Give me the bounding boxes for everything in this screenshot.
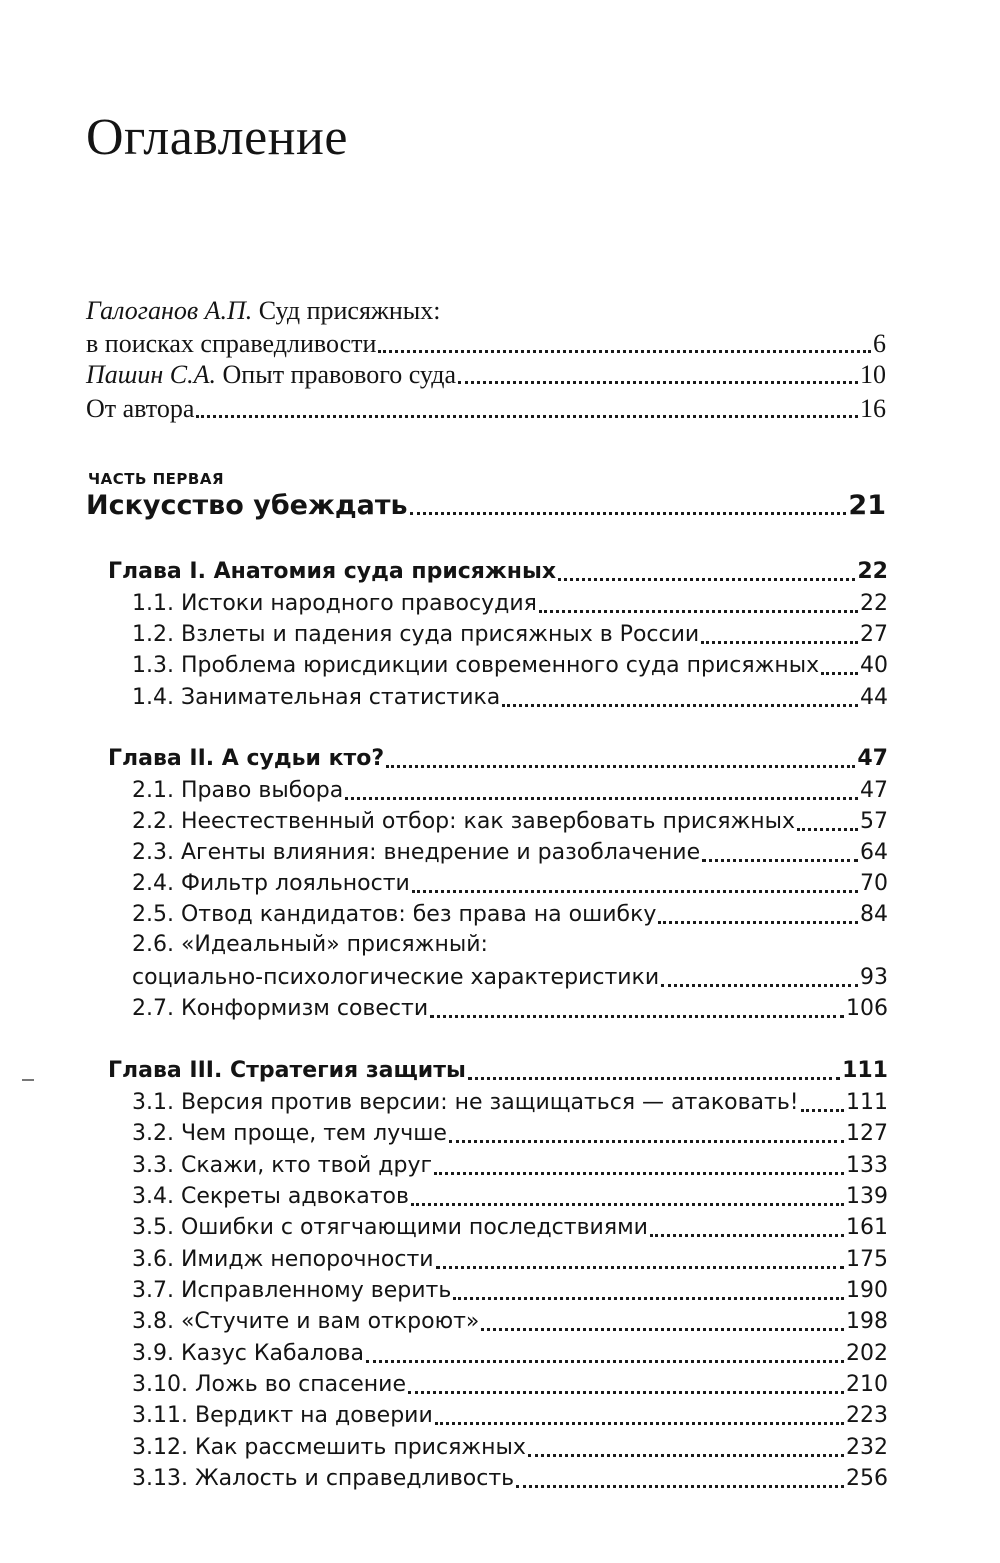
entry-page: 111	[842, 1058, 888, 1083]
entry-page: 106	[846, 996, 888, 1021]
entry-page: 190	[846, 1278, 888, 1303]
entry-page: 161	[846, 1215, 888, 1240]
leader-dots	[196, 405, 858, 418]
entry-page: 175	[846, 1247, 888, 1272]
toc-entry-section[interactable]	[132, 774, 888, 806]
toc-entry-foreword-1-line1[interactable]	[86, 296, 440, 326]
leader-dots	[701, 631, 858, 644]
leader-dots	[516, 1475, 844, 1488]
entry-page: 210	[846, 1372, 888, 1397]
leader-dots	[435, 1412, 844, 1425]
entry-page: 133	[846, 1153, 888, 1178]
entry-title: в поисках справедливости	[86, 329, 377, 358]
toc-entry-section[interactable]	[132, 867, 888, 899]
leader-dots	[502, 694, 858, 707]
section-title: 2.4. Фильтр лояльности	[132, 871, 410, 896]
entry-page: 22	[857, 559, 888, 584]
entry-author: Галоганов А.П.	[86, 296, 253, 325]
toc-entry-chapter-2[interactable]	[108, 742, 888, 774]
section-title: 2.1. Право выбора	[132, 778, 344, 803]
toc-entry-foreword-2[interactable]	[86, 358, 886, 390]
entry-title: Опыт правового суда	[216, 360, 457, 389]
toc-entry-part-1[interactable]	[86, 489, 886, 521]
section-title: 3.7. Исправленному верить	[132, 1278, 452, 1303]
leader-dots	[345, 787, 858, 800]
entry-page: 40	[860, 653, 888, 678]
section-title: 3.9. Казус Кабалова	[132, 1341, 364, 1366]
entry-page: 47	[857, 746, 888, 771]
leader-dots	[821, 662, 858, 675]
entry-page: 84	[860, 902, 888, 927]
toc-entry-section[interactable]	[132, 805, 888, 837]
leader-dots	[650, 1224, 844, 1237]
toc-entry-section[interactable]	[132, 1431, 888, 1463]
entry-page: 127	[846, 1121, 888, 1146]
entry-title-wrap	[86, 360, 456, 390]
leader-dots	[453, 1287, 844, 1300]
section-title: 1.4. Занимательная статистика	[132, 685, 501, 710]
toc-entry-section[interactable]	[132, 1211, 888, 1243]
leader-dots	[449, 1130, 844, 1143]
margin-mark	[22, 1079, 34, 1081]
toc-entry-author-preface[interactable]	[86, 392, 886, 424]
toc-entry-section[interactable]	[132, 1243, 888, 1275]
section-title: 2.3. Агенты влияния: внедрение и разоблачение	[132, 840, 701, 865]
section-title: 3.5. Ошибки с отягчающими последствиями	[132, 1215, 648, 1240]
entry-page: 139	[846, 1184, 888, 1209]
toc-entry-section[interactable]	[132, 649, 888, 681]
section-title: 3.12. Как рассмешить присяжных	[132, 1435, 526, 1460]
leader-dots	[702, 849, 858, 862]
toc-entry-section[interactable]	[132, 1399, 888, 1431]
toc-entry-section[interactable]	[132, 1117, 888, 1149]
section-title: 3.3. Скажи, кто твой друг	[132, 1153, 433, 1178]
entry-page: 223	[846, 1403, 888, 1428]
section-title: социально-психологические характеристики	[132, 965, 660, 990]
toc-entry-section[interactable]	[132, 1337, 888, 1369]
leader-dots	[386, 755, 855, 768]
toc-entry-section[interactable]	[132, 618, 888, 650]
toc-entry-section[interactable]	[132, 681, 888, 713]
entry-title: От автора	[86, 394, 195, 423]
section-title: 3.8. «Стучите и вам откроют»	[132, 1309, 480, 1334]
leader-dots	[436, 1256, 844, 1269]
toc-entry-section[interactable]	[132, 1368, 888, 1400]
entry-page: 22	[860, 591, 888, 616]
leader-dots	[430, 1005, 844, 1018]
toc-entry-chapter-1[interactable]	[108, 555, 888, 587]
entry-page: 232	[846, 1435, 888, 1460]
entry-page: 47	[860, 778, 888, 803]
leader-dots	[801, 1099, 844, 1112]
leader-dots	[412, 880, 858, 893]
toc-entry-section[interactable]	[132, 587, 888, 619]
toc-entry-chapter-3[interactable]	[108, 1054, 888, 1086]
toc-entry-section[interactable]	[132, 1086, 888, 1118]
entry-page: 10	[860, 360, 886, 389]
entry-page: 202	[846, 1341, 888, 1366]
toc-entry-section[interactable]	[132, 1274, 888, 1306]
entry-page: 64	[860, 840, 888, 865]
page-title: Оглавление	[86, 109, 348, 166]
entry-page: 16	[860, 394, 886, 423]
section-title: 3.10. Ложь во спасение	[132, 1372, 406, 1397]
toc-entry-section[interactable]	[132, 1149, 888, 1181]
toc-entry-section-line1[interactable]	[132, 930, 488, 960]
section-title: 2.6. «Идеальный» присяжный:	[132, 932, 488, 957]
leader-dots	[411, 1193, 844, 1206]
leader-dots	[434, 1162, 844, 1175]
section-title: 2.7. Конформизм совести	[132, 996, 429, 1021]
section-title: 3.1. Версия против версии: не защищаться — атаковать!	[132, 1090, 799, 1115]
chapter-title: Глава III. Стратегия защиты	[108, 1058, 466, 1083]
toc-entry-section[interactable]	[132, 992, 888, 1024]
part-title: Искусство убеждать	[86, 490, 408, 521]
part-label: ЧАСТЬ ПЕРВАЯ	[88, 470, 225, 488]
entry-page: 198	[846, 1309, 888, 1334]
section-title: 1.2. Взлеты и падения суда присяжных в России	[132, 622, 700, 647]
leader-dots	[410, 502, 847, 515]
toc-entry-section[interactable]	[132, 1180, 888, 1212]
leader-dots	[366, 1350, 844, 1363]
entry-page: 21	[848, 490, 886, 521]
section-title: 3.4. Секреты адвокатов	[132, 1184, 409, 1209]
leader-dots	[797, 818, 858, 831]
leader-dots	[378, 340, 871, 353]
section-title: 2.5. Отвод кандидатов: без права на ошибку	[132, 902, 657, 927]
chapter-title: Глава II. А судьи кто?	[108, 746, 385, 771]
leader-dots	[539, 600, 858, 613]
section-title: 3.13. Жалость и справедливость	[132, 1466, 515, 1491]
leader-dots	[468, 1067, 840, 1080]
toc-entry-section-line2[interactable]	[132, 961, 888, 993]
section-title: 3.2. Чем проще, тем лучше	[132, 1121, 447, 1146]
leader-dots	[558, 568, 855, 581]
leader-dots	[661, 974, 858, 987]
toc-entry-section[interactable]	[132, 1462, 888, 1494]
entry-page: 27	[860, 622, 888, 647]
section-title: 3.11. Вердикт на доверии	[132, 1403, 433, 1428]
section-title: 1.1. Истоки народного правосудия	[132, 591, 537, 616]
section-title: 1.3. Проблема юрисдикции современного суда присяжных	[132, 653, 820, 678]
leader-dots	[458, 371, 858, 384]
entry-page: 57	[860, 809, 888, 834]
entry-page: 6	[873, 329, 886, 358]
leader-dots	[408, 1381, 844, 1394]
leader-dots	[528, 1444, 844, 1457]
toc-entry-section[interactable]	[132, 898, 888, 930]
toc-entry-section[interactable]	[132, 836, 888, 868]
toc-entry-foreword-1-line2[interactable]	[86, 327, 886, 359]
entry-page: 111	[846, 1090, 888, 1115]
toc-entry-section[interactable]	[132, 1305, 888, 1337]
entry-title: Суд присяжных:	[252, 296, 441, 325]
entry-page: 256	[846, 1466, 888, 1491]
entry-author: Пашин С.А.	[86, 360, 217, 389]
entry-page: 93	[860, 965, 888, 990]
leader-dots	[658, 911, 858, 924]
entry-page: 44	[860, 685, 888, 710]
leader-dots	[481, 1318, 844, 1331]
section-title: 3.6. Имидж непорочности	[132, 1247, 434, 1272]
chapter-title: Глава I. Анатомия суда присяжных	[108, 559, 557, 584]
entry-page: 70	[860, 871, 888, 896]
section-title: 2.2. Неестественный отбор: как завербовать присяжных	[132, 809, 796, 834]
